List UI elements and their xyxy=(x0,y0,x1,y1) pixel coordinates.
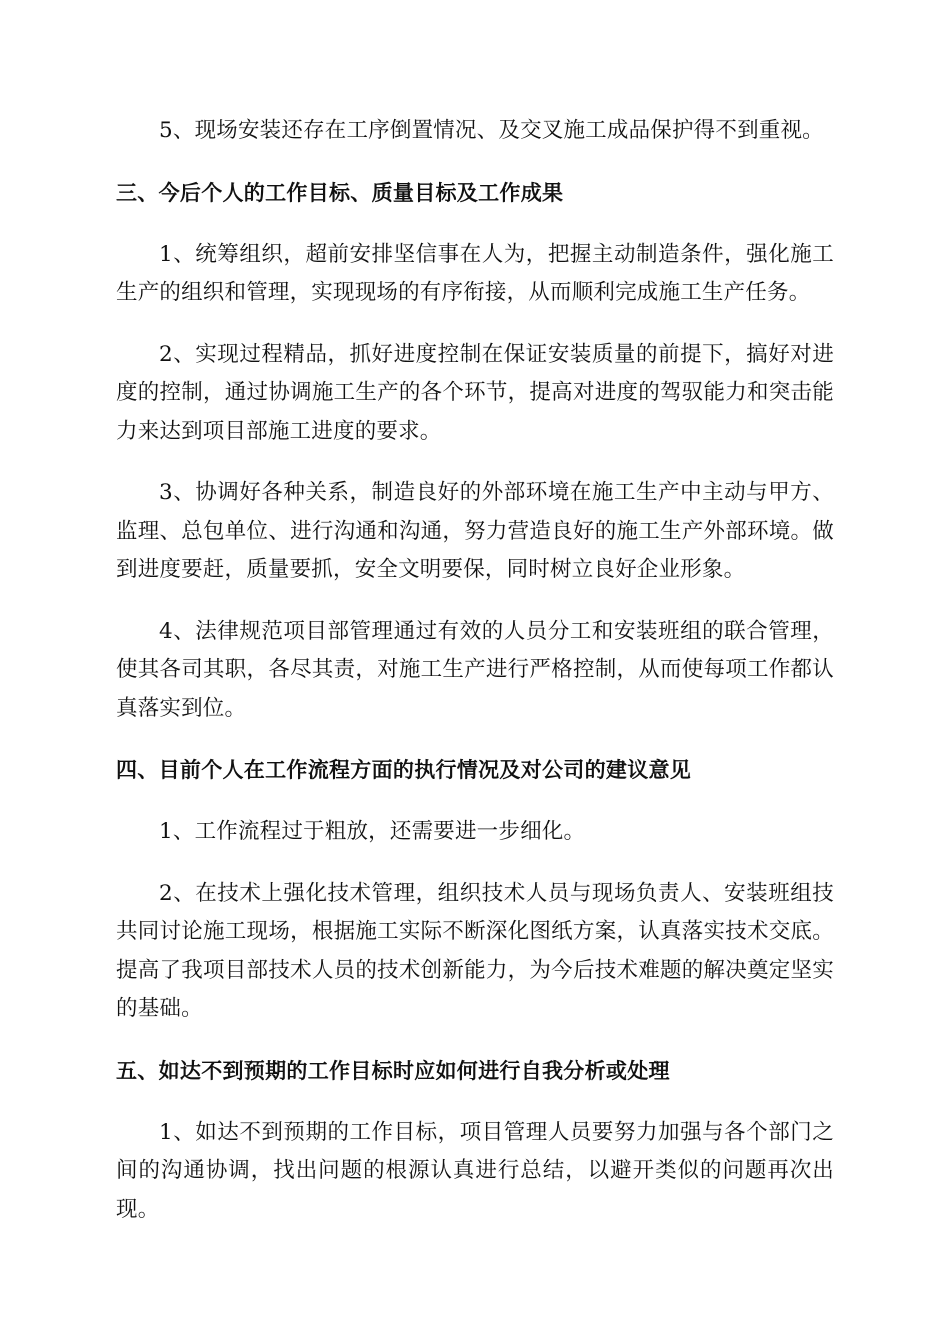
paragraph-goal-2: 2、实现过程精品，抓好进度控制在保证安装质量的前提下，搞好对进度的控制，通过协调施工生产的各个环节，提高对进度的驾驭能力和突击能力来达到项目部施工进度的要求。 xyxy=(116,341,834,444)
section-heading-4: 四、目前个人在工作流程方面的执行情况及对公司的建议意见 xyxy=(116,758,692,782)
section-heading-3: 三、今后个人的工作目标、质量目标及工作成果 xyxy=(116,180,564,205)
paragraph-item-5-protection: 5、现场安装还存在工序倒置情况、及交叉施工成品保护得不到重视。 xyxy=(159,118,824,143)
paragraph-process-2: 2、在技术上强化技术管理，组织技术人员与现场负责人、安装班组技共同讨论施工现场，根据施工实际不断深化图纸方案，认真落实技术交底。提高了我项目部技术人员的技术创新能力，为今后技术难题的解决奠定坚实的基础。 xyxy=(116,880,834,1021)
paragraph-goal-1: 1、统筹组织，超前安排坚信事在人为，把握主动制造条件，强化施工生产的组织和管理，实现现场的有序衔接，从而顺利完成施工生产任务。 xyxy=(116,241,834,305)
paragraph-analysis-1: 1、如达不到预期的工作目标，项目管理人员要努力加强与各个部门之间的沟通协调，找出问题的根源认真进行总结，以避开类似的问题再次出现。 xyxy=(116,1119,834,1222)
paragraph-goal-3: 3、协调好各种关系，制造良好的外部环境在施工生产中主动与甲方、监理、总包单位、进行沟通和沟通，努力营造良好的施工生产外部环境。做到进度要赶，质量要抓，安全文明要保，同时树立良好企业形象。 xyxy=(116,480,834,582)
paragraph-goal-4: 4、法律规范项目部管理通过有效的人员分工和安装班组的联合管理，使其各司其职，各尽其责，对施工生产进行严格控制，从而使每项工作都认真落实到位。 xyxy=(116,618,834,721)
paragraph-process-1: 1、工作流程过于粗放，还需要进一步细化。 xyxy=(159,819,586,844)
document-page xyxy=(116,112,834,1252)
section-heading-5: 五、如达不到预期的工作目标时应如何进行自我分析或处理 xyxy=(116,1058,670,1083)
